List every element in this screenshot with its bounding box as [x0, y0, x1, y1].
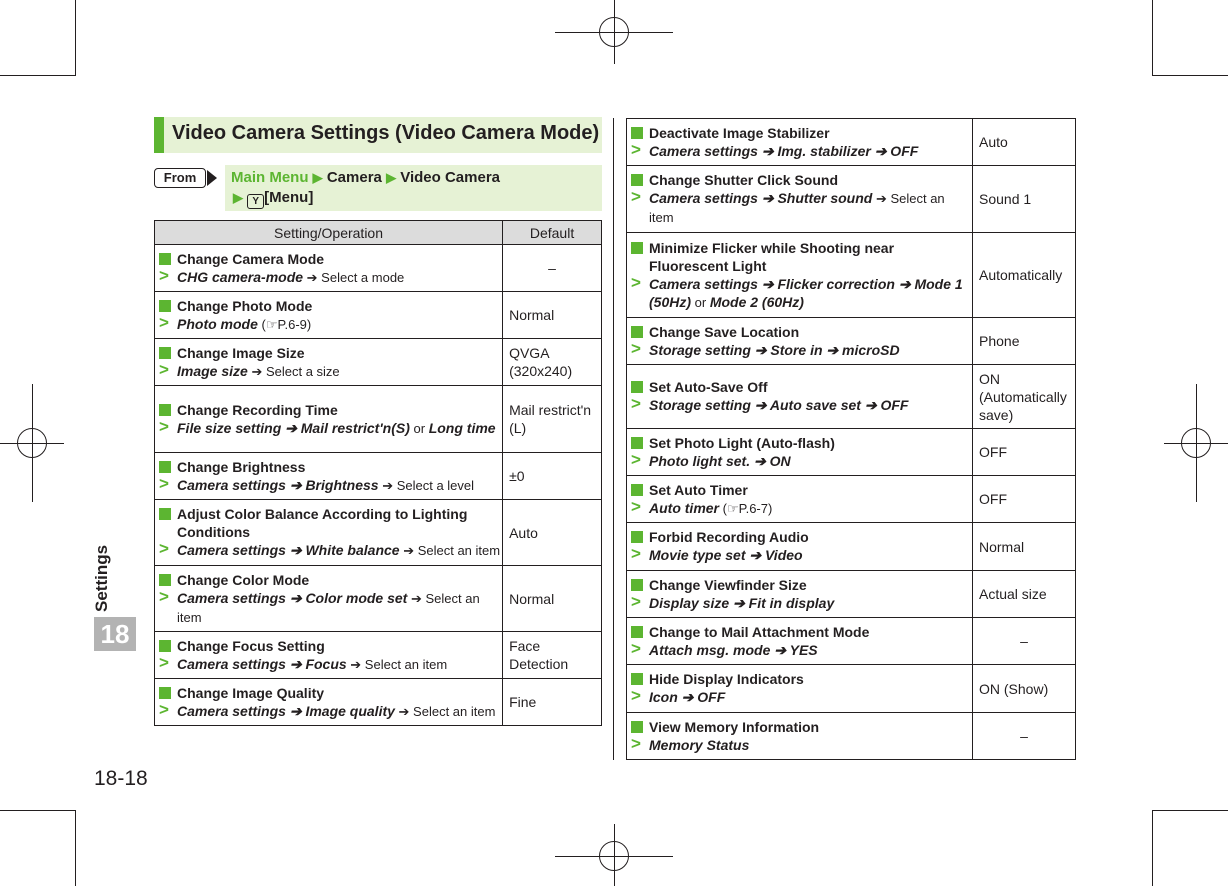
setting-cell: [155, 453, 503, 500]
default-cell: OFF: [973, 429, 1076, 476]
chevron-right-icon: >: [159, 539, 169, 558]
operation-connector: ➔: [399, 543, 418, 558]
triangle-right-icon: ▶: [312, 170, 323, 185]
operation-keys: Photo mode: [177, 315, 258, 332]
default-cell: –: [503, 245, 602, 292]
chevron-right-icon: >: [631, 544, 641, 563]
menu-label: [Menu]: [264, 189, 314, 206]
operation-connector: (☞P.6-7): [719, 500, 773, 516]
operation-keys: Camera settings ➔ Brightness: [177, 476, 379, 493]
setting-cell: [155, 632, 503, 679]
setting-title: [159, 250, 500, 268]
square-bullet-icon: [159, 347, 171, 359]
operation-action: Long time: [428, 419, 496, 436]
setting-cell: [155, 245, 503, 292]
default-cell: Fine: [503, 679, 602, 726]
table-row: [627, 166, 1076, 233]
table-row: [627, 318, 1076, 365]
main-menu-label: Main Menu: [231, 169, 309, 186]
default-cell: ON (Automatically save): [973, 365, 1076, 429]
operation-path: [631, 496, 970, 518]
setting-title: [159, 458, 500, 476]
default-cell: OFF: [973, 476, 1076, 523]
setting-cell: [627, 318, 973, 365]
setting-title: [631, 239, 970, 275]
square-bullet-icon: [159, 574, 171, 586]
setting-title: [159, 344, 500, 362]
operation-keys: Camera settings ➔ Img. stabilizer ➔ OFF: [649, 142, 919, 159]
operation-path: [631, 189, 970, 227]
square-bullet-icon: [631, 242, 643, 254]
setting-title-text: Change Color Mode: [177, 571, 310, 588]
registration-circle: [17, 428, 47, 458]
default-cell: QVGA (320x240): [503, 339, 602, 386]
setting-title-text: Change Image Size: [177, 344, 305, 361]
page-title-bar: [154, 117, 602, 153]
chevron-right-icon: >: [159, 473, 169, 493]
page-number: 18-18: [94, 767, 148, 790]
setting-title: [631, 623, 970, 641]
chevron-right-icon: >: [631, 394, 641, 413]
table-row: [155, 566, 602, 632]
operation-action: Select an item: [417, 543, 501, 558]
setting-cell: [627, 523, 973, 571]
square-bullet-icon: [159, 461, 171, 473]
setting-cell: [155, 386, 503, 453]
default-cell: Auto: [973, 119, 1076, 166]
table-row: [627, 571, 1076, 618]
operation-action: Select an item: [177, 590, 480, 625]
operation-keys: CHG camera-mode: [177, 268, 304, 285]
setting-title: [631, 434, 970, 452]
operation-path: [159, 416, 500, 438]
table-row: [155, 339, 602, 386]
default-cell: –: [973, 618, 1076, 665]
setting-cell: [627, 665, 973, 713]
setting-title-text: Forbid Recording Audio: [649, 529, 809, 545]
operation-keys: Auto timer: [649, 499, 719, 516]
chevron-right-icon: >: [631, 449, 641, 469]
setting-title: [631, 171, 970, 189]
operation-connector: ➔: [407, 590, 426, 606]
operation-keys: Camera settings ➔ Focus: [177, 655, 347, 672]
setting-title: [631, 481, 970, 499]
chevron-right-icon: >: [631, 496, 641, 516]
default-cell: ON (Show): [973, 665, 1076, 713]
triangle-right-icon: ▶: [233, 190, 243, 205]
operation-connector: ➔: [247, 363, 266, 379]
operation-path: [159, 699, 500, 721]
square-bullet-icon: [159, 687, 171, 699]
table-row: [155, 453, 602, 500]
section-label: Settings: [92, 544, 111, 612]
operation-keys: Icon ➔ OFF: [649, 689, 726, 705]
square-bullet-icon: [631, 579, 643, 591]
setting-title-text: Change to Mail Attachment Mode: [649, 623, 870, 640]
default-cell: Normal: [503, 292, 602, 339]
table-row: [155, 292, 602, 339]
setting-title-text: Hide Display Indicators: [649, 671, 804, 687]
operation-path: [631, 591, 970, 613]
setting-cell: [627, 618, 973, 665]
setting-title-text: Change Viewfinder Size: [649, 576, 807, 593]
square-bullet-icon: [631, 673, 643, 685]
crop-mark: [0, 810, 76, 811]
setting-title-text: Change Photo Mode: [177, 297, 313, 314]
setting-title-text: Change Recording Time: [177, 401, 338, 418]
operation-keys: Storage setting ➔ Auto save set ➔ OFF: [649, 397, 909, 413]
table-row: [627, 119, 1076, 166]
table-row: [627, 233, 1076, 318]
chevron-right-icon: >: [159, 586, 169, 606]
operation-keys: Image size: [177, 362, 248, 379]
operation-action: Select an item: [649, 191, 945, 225]
operation-connector: (☞P.6-9): [257, 316, 312, 332]
square-bullet-icon: [159, 508, 171, 520]
operation-keys: Storage setting ➔ Store in ➔ microSD: [649, 341, 900, 358]
operation-action: Select an item: [364, 656, 448, 672]
table-row: [155, 632, 602, 679]
square-bullet-icon: [631, 484, 643, 496]
operation-keys: Camera settings ➔ White balance: [177, 542, 400, 558]
setting-title-text: Change Brightness: [177, 458, 306, 475]
setting-title: [159, 637, 500, 655]
setting-cell: [627, 119, 973, 166]
setting-title: [631, 670, 970, 688]
operation-keys: Camera settings ➔ Shutter sound: [649, 190, 873, 206]
crop-mark: [75, 0, 76, 76]
setting-cell: [627, 571, 973, 618]
chevron-right-icon: >: [631, 733, 641, 753]
operation-connector: or: [409, 420, 429, 436]
arrow-right-icon: [207, 170, 217, 186]
setting-cell: [627, 476, 973, 523]
setting-title: [159, 684, 500, 702]
operation-path: [631, 272, 970, 312]
operation-action: Select a mode: [321, 269, 405, 285]
table-row: [627, 618, 1076, 665]
table-row: [627, 365, 1076, 429]
crop-mark: [1152, 810, 1228, 811]
from-badge: From: [154, 168, 206, 188]
operation-keys: Photo light set. ➔ ON: [649, 452, 791, 469]
operation-path: [631, 396, 970, 415]
square-bullet-icon: [159, 404, 171, 416]
square-bullet-icon: [631, 174, 643, 186]
chevron-right-icon: >: [631, 272, 641, 292]
chevron-right-icon: >: [631, 638, 641, 658]
setting-title: [631, 528, 970, 546]
square-bullet-icon: [159, 300, 171, 312]
table-row: [155, 386, 602, 453]
registration-circle: [1181, 428, 1211, 458]
setting-title: [631, 576, 970, 594]
setting-title: [631, 124, 970, 142]
operation-action: Select an item: [413, 703, 496, 719]
square-bullet-icon: [631, 531, 643, 543]
table-row: [627, 429, 1076, 476]
crop-mark: [1152, 810, 1153, 886]
square-bullet-icon: [159, 640, 171, 652]
operation-path: [159, 473, 500, 495]
chevron-right-icon: >: [159, 652, 169, 672]
operation-path: [631, 546, 970, 565]
camera-label: Camera: [326, 169, 382, 186]
table-row: [627, 476, 1076, 523]
default-cell: Mail restrict'n (L): [503, 386, 602, 453]
table-row: [155, 679, 602, 726]
operation-keys: Movie type set ➔ Video: [649, 547, 803, 563]
setting-title-text: Change Camera Mode: [177, 250, 325, 267]
operation-connector: ➔: [378, 477, 397, 493]
setting-title-text: Change Focus Setting: [177, 637, 325, 654]
chevron-right-icon: >: [631, 139, 641, 159]
setting-title-text: Change Shutter Click Sound: [649, 172, 839, 188]
chevron-right-icon: >: [159, 359, 169, 379]
default-cell: ±0: [503, 453, 602, 500]
registration-circle: [599, 841, 629, 871]
operation-path: [159, 586, 500, 627]
settings-table-right: [626, 118, 1076, 760]
setting-cell: [627, 166, 973, 233]
setting-title: [159, 571, 500, 589]
operation-keys: Display size ➔ Fit in display: [649, 594, 835, 611]
page-title: Video Camera Settings (Video Camera Mode): [172, 122, 600, 144]
table-row: [155, 245, 602, 292]
square-bullet-icon: [631, 326, 643, 338]
setting-cell: [627, 233, 973, 318]
operation-path: [159, 541, 500, 560]
setting-cell: [155, 500, 503, 566]
operation-connector: or: [691, 294, 710, 310]
chevron-right-icon: >: [159, 416, 169, 436]
operation-path: [631, 338, 970, 360]
setting-title-text: Set Auto-Save Off: [649, 379, 768, 395]
setting-cell: [627, 429, 973, 476]
operation-action: Mode 2 (60Hz): [709, 293, 804, 310]
table-row: [155, 500, 602, 566]
operation-path: [631, 638, 970, 660]
chevron-right-icon: >: [631, 686, 641, 705]
setting-title-text: Set Auto Timer: [649, 481, 748, 498]
default-cell: Auto: [503, 500, 602, 566]
table-row: [627, 523, 1076, 571]
operation-path: [631, 449, 970, 471]
chapter-number: 18: [94, 617, 136, 651]
crop-mark: [1152, 0, 1153, 76]
setting-title-text: Adjust Color Balance According to Lighting Conditions: [177, 506, 468, 540]
square-bullet-icon: [631, 721, 643, 733]
operation-keys: File size setting ➔ Mail restrict'n(S): [177, 419, 410, 436]
column-divider: [613, 118, 614, 760]
settings-table-left: [154, 220, 602, 726]
operation-connector: ➔: [872, 191, 891, 206]
operation-path: [159, 265, 500, 287]
column-header-default: Default: [503, 221, 602, 245]
setting-title-text: View Memory Information: [649, 718, 820, 735]
setting-cell: [155, 566, 503, 632]
setting-title-text: Minimize Flicker while Shooting near Fluorescent Light: [649, 239, 895, 274]
setting-title: [159, 297, 500, 315]
default-cell: Automatically: [973, 233, 1076, 318]
default-cell: Phone: [973, 318, 1076, 365]
table-row: [627, 665, 1076, 713]
operation-keys: Camera settings ➔ Flicker correction ➔ Mode 1 (50Hz): [649, 275, 963, 310]
setting-title-text: Deactivate Image Stabilizer: [649, 124, 830, 141]
crop-mark: [75, 810, 76, 886]
operation-connector: ➔: [394, 703, 414, 719]
chevron-right-icon: >: [159, 312, 169, 332]
setting-title: [631, 378, 970, 396]
table-row: [627, 713, 1076, 760]
operation-path: [631, 139, 970, 161]
operation-path: [159, 312, 500, 334]
setting-title: [159, 401, 500, 419]
operation-keys: Memory Status: [649, 736, 750, 753]
operation-path: [159, 359, 500, 381]
operation-action: Select a size: [265, 363, 340, 379]
operation-keys: Camera settings ➔ Color mode set: [177, 589, 408, 606]
setting-title-text: Set Photo Light (Auto-flash): [649, 434, 835, 451]
operation-keys: Camera settings ➔ Image quality: [177, 702, 395, 719]
operation-path: [631, 733, 970, 755]
setting-title: [631, 718, 970, 736]
chevron-right-icon: >: [159, 699, 169, 719]
chevron-right-icon: >: [159, 265, 169, 285]
setting-title: [159, 505, 500, 541]
default-cell: Face Detection: [503, 632, 602, 679]
setting-cell: [627, 365, 973, 429]
setting-title-text: Change Save Location: [649, 323, 800, 340]
square-bullet-icon: [631, 381, 643, 393]
square-bullet-icon: [631, 437, 643, 449]
crop-mark: [0, 75, 76, 76]
operation-path: [159, 652, 500, 674]
default-cell: Normal: [503, 566, 602, 632]
operation-connector: ➔: [303, 269, 322, 285]
setting-cell: [155, 292, 503, 339]
square-bullet-icon: [631, 626, 643, 638]
operation-keys: Attach msg. mode ➔ YES: [649, 641, 818, 658]
setting-cell: [627, 713, 973, 760]
default-cell: –: [973, 713, 1076, 760]
chevron-right-icon: >: [631, 591, 641, 611]
column-header-setting: Setting/Operation: [155, 221, 503, 245]
setting-title: [631, 323, 970, 341]
chevron-right-icon: >: [631, 338, 641, 358]
square-bullet-icon: [631, 127, 643, 139]
default-cell: Sound 1: [973, 166, 1076, 233]
setting-cell: [155, 679, 503, 726]
navigation-path: [225, 165, 602, 211]
operation-connector: ➔: [346, 656, 365, 672]
setting-title-text: Change Image Quality: [177, 684, 325, 701]
triangle-right-icon: ▶: [386, 170, 397, 185]
setting-cell: [155, 339, 503, 386]
default-cell: Normal: [973, 523, 1076, 571]
menu-key-icon: Y: [247, 194, 264, 209]
default-cell: Actual size: [973, 571, 1076, 618]
chevron-right-icon: >: [631, 187, 641, 206]
operation-action: Select a level: [396, 477, 475, 493]
registration-circle: [599, 17, 629, 47]
crop-mark: [1152, 75, 1228, 76]
operation-path: [631, 688, 970, 707]
video-camera-label: Video Camera: [400, 169, 501, 186]
square-bullet-icon: [159, 253, 171, 265]
